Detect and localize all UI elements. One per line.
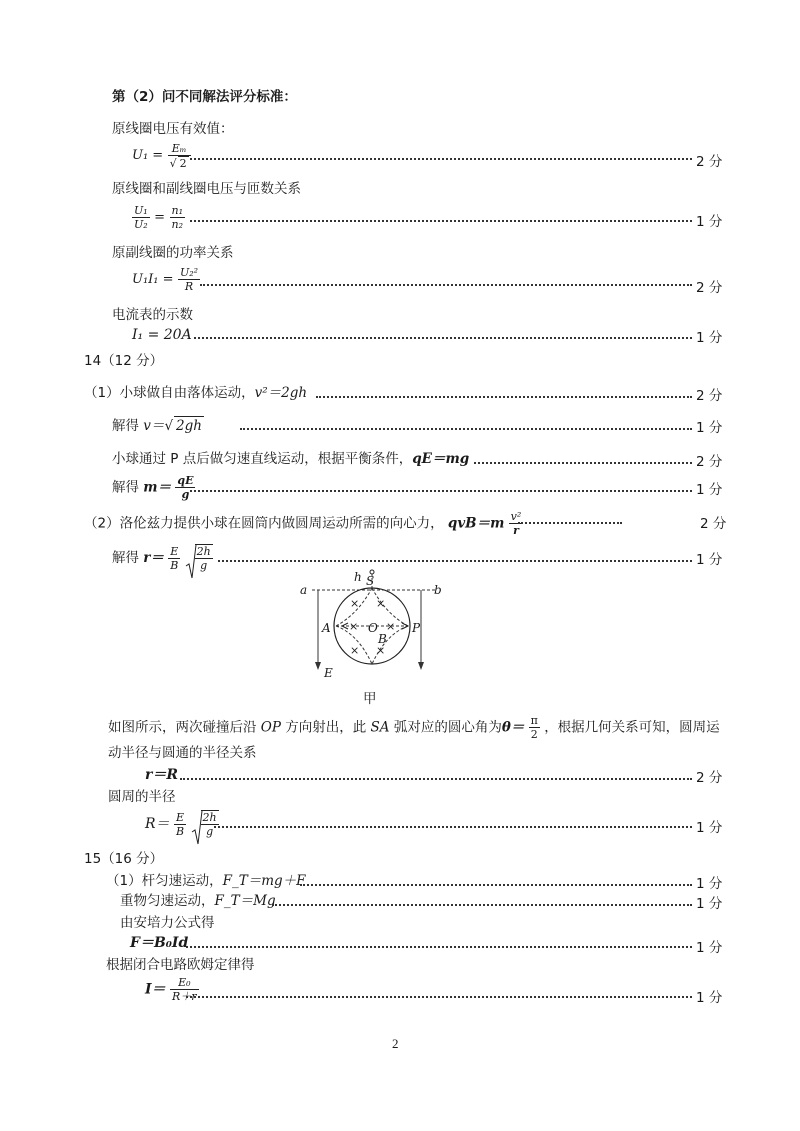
field-cross: × — [376, 644, 386, 657]
score-1: 1 分 — [696, 940, 723, 956]
q14-p7-line2: 动半径与圆通的半径关系 — [108, 745, 257, 761]
dot-leader — [190, 220, 692, 222]
q15-p5: 根据闭合电路欧姆定律得 — [106, 957, 255, 973]
q14-p4: 解得 m＝ $\frac{qE}{g}$ — [112, 474, 194, 501]
score-1: 1 分 — [696, 482, 723, 498]
score-1: 1 分 — [696, 214, 723, 230]
section-heading: 第（2）问不同解法评分标准： — [112, 89, 297, 105]
field-cross: × — [376, 597, 386, 610]
label-b: b — [434, 583, 442, 597]
q14-p1: （1）小球做自由落体运动，v²＝2gh — [84, 385, 308, 401]
equation-current: I₁ = 20A — [132, 327, 192, 343]
dot-leader — [190, 158, 692, 160]
label-O: O — [368, 621, 378, 635]
score-2: 2 分 — [696, 388, 723, 404]
dot-leader — [218, 560, 692, 562]
dot-leader — [300, 884, 692, 886]
dot-leader — [240, 428, 692, 430]
score-1: 1 分 — [696, 330, 723, 346]
label-h: h — [354, 570, 362, 584]
label-A: A — [322, 621, 331, 635]
score-2: 2 分 — [696, 280, 723, 296]
field-cross: × — [350, 597, 360, 610]
q14-p9: 圆周的半径 — [108, 789, 176, 805]
score-2: 2 分 — [696, 154, 723, 170]
equation-ratio: $\frac{\text{U₁}}{\text{U₂}}$ = $\frac{\text{n₁}}{\text{n₂}}$ — [134, 204, 183, 231]
score-1: 1 分 — [696, 420, 723, 436]
q14-p2: 解得 v＝√ 2gh — [112, 418, 202, 434]
dot-leader — [474, 462, 692, 464]
equation-u1: U₁ = $\frac{\text{Eₘ}}{√ 2}$ — [132, 142, 191, 170]
question-14-title: 14（12 分） — [84, 353, 164, 369]
score-1: 1 分 — [696, 990, 723, 1006]
line-turns-ratio-label: 原线圈和副线圈电压与匝数关系 — [112, 181, 301, 197]
score-2: 2 分 — [700, 516, 727, 532]
q14-p10: R＝ $\frac{E}{B}$ $\frac{2h}{g}$ — [145, 810, 219, 838]
line-ammeter-label: 电流表的示数 — [112, 307, 193, 323]
q14-p6: 解得 r＝ $\frac{E}{B}$ $\frac{2h}{g}$ — [112, 544, 213, 572]
q15-p4: F＝B₀Id — [130, 935, 189, 951]
score-1: 1 分 — [696, 552, 723, 568]
score-2: 2 分 — [696, 454, 723, 470]
equation-power: U₁I₁ = $\frac{\text{U₂²}}{R}$ — [132, 266, 199, 293]
line-power-label: 原副线圈的功率关系 — [112, 245, 234, 261]
q15-p3: 由安培力公式得 — [120, 915, 215, 931]
figure-caption: 甲 — [363, 691, 377, 707]
dot-leader — [186, 996, 692, 998]
question-15-title: 15（16 分） — [84, 851, 164, 867]
score-1: 1 分 — [696, 820, 723, 836]
label-S: S — [366, 574, 375, 588]
q14-p7: 如图所示，两次碰撞后沿 OP 方向射出，此 SA 弧对应的圆心角为θ＝ $\frac{\pi}{2}$ ，根据几何关系可知，圆周运 — [108, 714, 720, 741]
label-P: P — [412, 621, 421, 635]
label-a: a — [300, 583, 308, 597]
dot-leader — [190, 490, 692, 492]
dot-leader — [194, 337, 692, 339]
dot-leader — [316, 396, 692, 398]
field-cross: × — [386, 620, 396, 633]
q14-p3: 小球通过 P 点后做匀速直线运动，根据平衡条件，qE＝mg — [112, 451, 470, 467]
dot-leader — [214, 826, 692, 828]
label-E: E — [324, 666, 333, 680]
field-cross: × — [349, 620, 359, 633]
q14-p8: r＝R — [145, 767, 179, 783]
dot-leader — [186, 946, 692, 948]
q15-p2: 重物匀速运动，F_T＝Mg — [120, 893, 276, 909]
figure-jia — [296, 568, 446, 694]
q15-p6: I＝ $\frac{\text{E₀}}{R+r}$ — [145, 976, 197, 1003]
q14-p5: （2）洛伦兹力提供小球在圆筒内做圆周运动所需的向心力， qvB＝m $\frac{\text{v²}}{r}$ — [84, 510, 522, 537]
dot-leader — [518, 522, 622, 524]
score-1: 1 分 — [696, 876, 723, 892]
dot-leader — [272, 904, 692, 906]
dot-leader — [180, 778, 692, 780]
page-number: 2 — [392, 1036, 399, 1051]
score-1: 1 分 — [696, 896, 723, 912]
label-B: B — [378, 632, 387, 646]
dot-leader — [200, 284, 692, 286]
q15-p1: （1）杆匀速运动，F_T＝mg＋F — [106, 873, 306, 889]
field-cross: × — [350, 644, 360, 657]
line-primary-voltage-label: 原线圈电压有效值： — [112, 121, 234, 137]
score-2: 2 分 — [696, 770, 723, 786]
